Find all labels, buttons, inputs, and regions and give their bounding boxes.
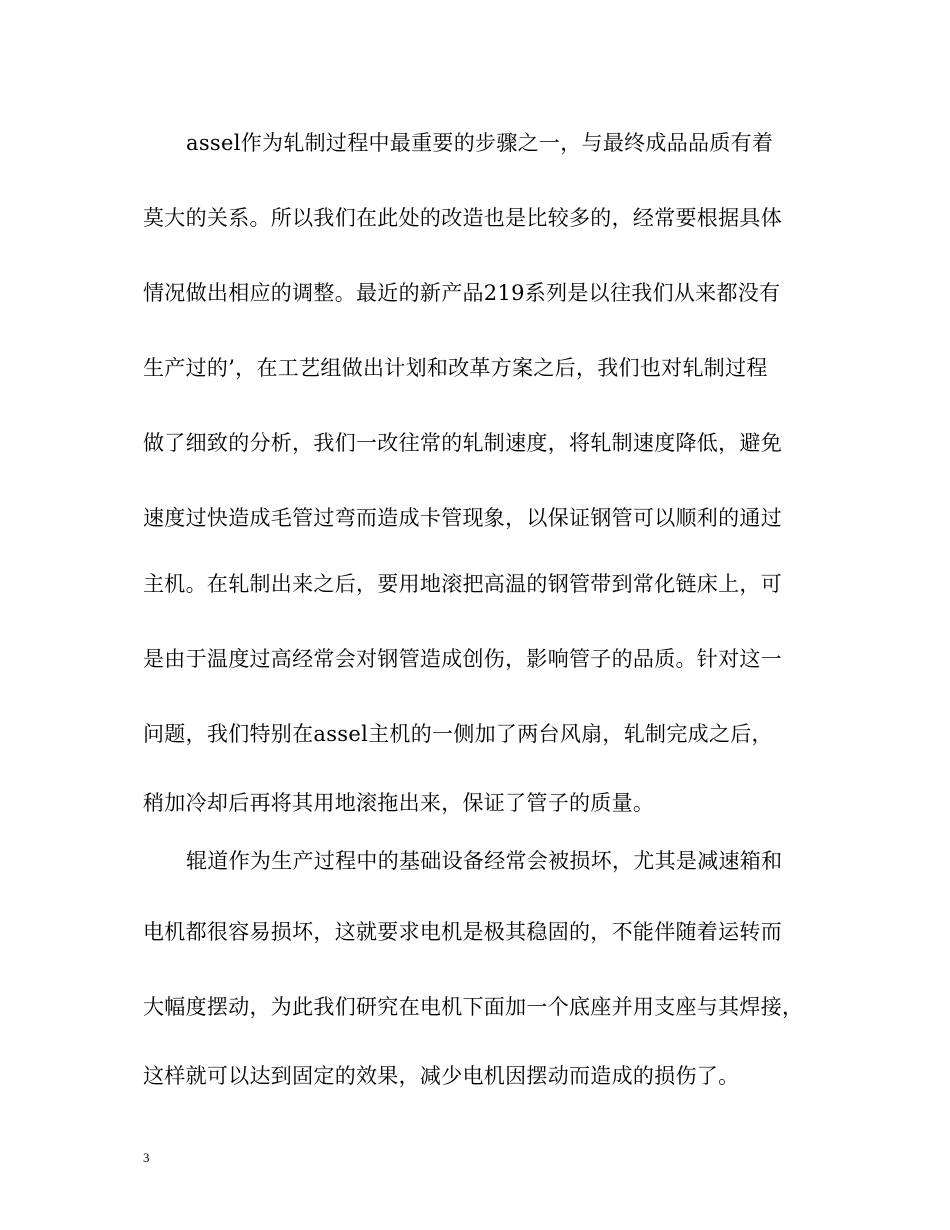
paragraph-line: 情况做出相应的调整。最近的新产品219系列是以往我们从来都没有 [143, 281, 781, 305]
paragraph-line: 辊道作为生产过程中的基础设备经常会被损坏，尤其是减速箱和 [186, 849, 783, 873]
paragraph-line: 电机都很容易损坏，这就要求电机是极其稳固的，不能伴随着运转而 [143, 920, 782, 944]
paragraph-line: 这样就可以达到固定的效果，减少电机因摆动而造成的损伤了。 [143, 1064, 740, 1088]
paragraph-line: assel作为轧制过程中最重要的步骤之一，与最终成品品质有着 [186, 131, 774, 155]
paragraph-line: 是由于温度过高经常会对钢管造成创伤，影响管子的品质。针对这一 [143, 647, 782, 671]
paragraph-line: 稍加冷却后再将其用地滚拖出来，保证了管子的质量。 [143, 791, 655, 815]
paragraph-line: 大幅度摆动，为此我们研究在电机下面加一个底座并用支座与其焊接， [143, 995, 804, 1019]
paragraph-line: 莫大的关系。所以我们在此处的改造也是比较多的，经常要根据具体 [143, 206, 782, 230]
paragraph-line: 速度过快造成毛管过弯而造成卡管现象，以保证钢管可以顺利的通过 [143, 506, 782, 530]
paragraph-line: 做了细致的分析，我们一改往常的轧制速度，将轧制速度降低，避免 [143, 431, 782, 455]
paragraph-line: 主机。在轧制出来之后，要用地滚把高温的钢管带到常化链床上，可 [143, 572, 782, 596]
page-number: 3 [143, 1150, 150, 1165]
paragraph-line: 生产过的’，在工艺组做出计划和改革方案之后，我们也对轧制过程 [143, 356, 768, 380]
paragraph-line: 问题，我们特别在assel主机的一侧加了两台风扇，轧制完成之后， [143, 722, 773, 746]
